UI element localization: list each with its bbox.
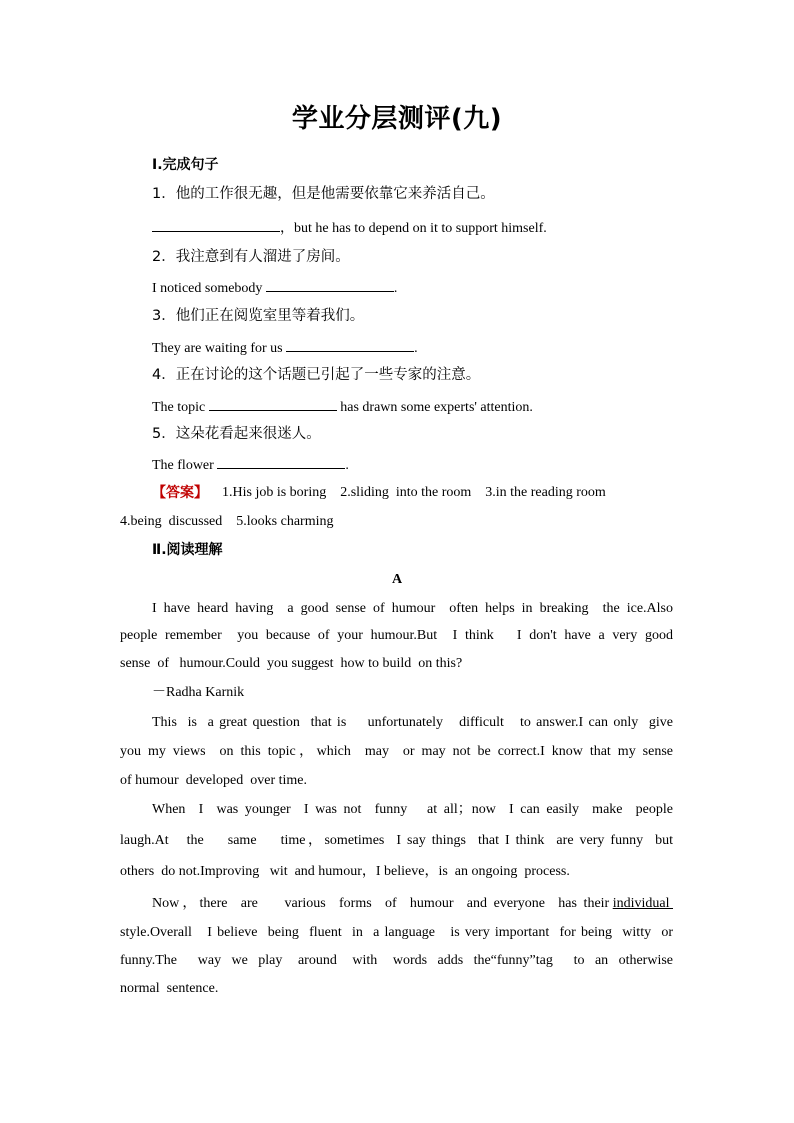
question-3-tail: .: [414, 341, 418, 356]
paragraph-1-line-3: sense of humour.Could you suggest how to build on this?: [120, 656, 463, 671]
question-1-chinese: 1．他的工作很无趣，但是他需要依靠它来养活自己。: [152, 186, 495, 202]
question-3-english: [152, 338, 418, 358]
question-1-english: [152, 218, 547, 238]
question-5-head: The flower: [152, 458, 218, 473]
section2-heading: Ⅱ.阅读理解: [152, 542, 223, 558]
paragraph-2-line-1: This is a great question that is unfortunately difficult to answer.I can only give: [152, 715, 673, 730]
question-4-chinese: 4．正在讨论的这个话题已引起了一些专家的注意。: [152, 367, 481, 383]
answer-blank: [266, 278, 394, 292]
paragraph-1-line-1: I have heard having a good sense of humour often helps in breaking the ice.Also: [152, 601, 673, 616]
question-4-english: [152, 397, 533, 417]
answer-tag: 【答案】: [152, 485, 208, 501]
passage-label: A: [391, 572, 403, 587]
signature: －Radha Karnik: [152, 685, 245, 700]
page-title: 学业分层测评(九): [291, 104, 503, 134]
question-2-chinese: 2．我注意到有人溜进了房间。: [152, 249, 350, 265]
question-2-head: I noticed somebody: [152, 281, 266, 296]
answer-blank: [286, 338, 414, 352]
question-3-chinese: 3．他们正在阅览室里等着我们。: [152, 308, 365, 324]
paragraph-4-line-2: style.Overall I believe being fluent in a language is very important for being witty or: [120, 925, 673, 940]
question-4-head: The topic: [152, 400, 209, 415]
paragraph-4-line-3: funny.The way we play around with words adds the“funny”tag to an otherwise: [120, 953, 673, 968]
question-4-tail: has drawn some experts' attention.: [336, 400, 533, 415]
answer-line-2: 4.being discussed 5.looks charming: [120, 514, 334, 529]
question-2-tail: .: [393, 281, 398, 296]
paragraph-4-line-4: normal sentence.: [120, 981, 219, 996]
question-5-english: [152, 455, 349, 475]
answer-blank: [209, 397, 337, 411]
question-5-tail: .: [345, 458, 349, 473]
question-2-english: [152, 278, 397, 298]
paragraph-1-line-2: people remember you because of your humour.But I think I don't have a very good: [120, 628, 673, 643]
question-3-head: They are waiting for us: [152, 341, 287, 356]
paragraph-4-line-1-text: Now，there are various forms of humour and everyone has their: [152, 896, 613, 911]
section1-heading: Ⅰ.完成句子: [152, 157, 219, 173]
answer-blank: [152, 218, 280, 232]
paragraph-2-line-2: you my views on this topic，which may or may not be correct.I know that my sense: [120, 744, 673, 759]
answer-line-1: [152, 484, 673, 502]
answer-blank: [217, 455, 345, 469]
question-5-chinese: 5．这朵花看起来很迷人。: [152, 426, 321, 442]
paragraph-4-line-1: [152, 895, 673, 913]
paragraph-2-line-3: of humour developed over time.: [120, 773, 308, 788]
paragraph-3-line-3: others do not.Improving wit and humour，I believe，is an ongoing process.: [120, 864, 570, 879]
underlined-word: individual: [612, 896, 673, 911]
question-1-tail: ，but he has to depend on it to support himself.: [280, 221, 547, 236]
answer-text-1: 1.His job is boring 2.sliding into the room 3.in the reading room: [222, 485, 606, 500]
paragraph-3-line-1: When I was younger I was not funny at all；now I can easily make people: [152, 802, 673, 817]
paragraph-3-line-2: laugh.At the same time，sometimes I say things that I think are very funny but: [120, 833, 673, 848]
